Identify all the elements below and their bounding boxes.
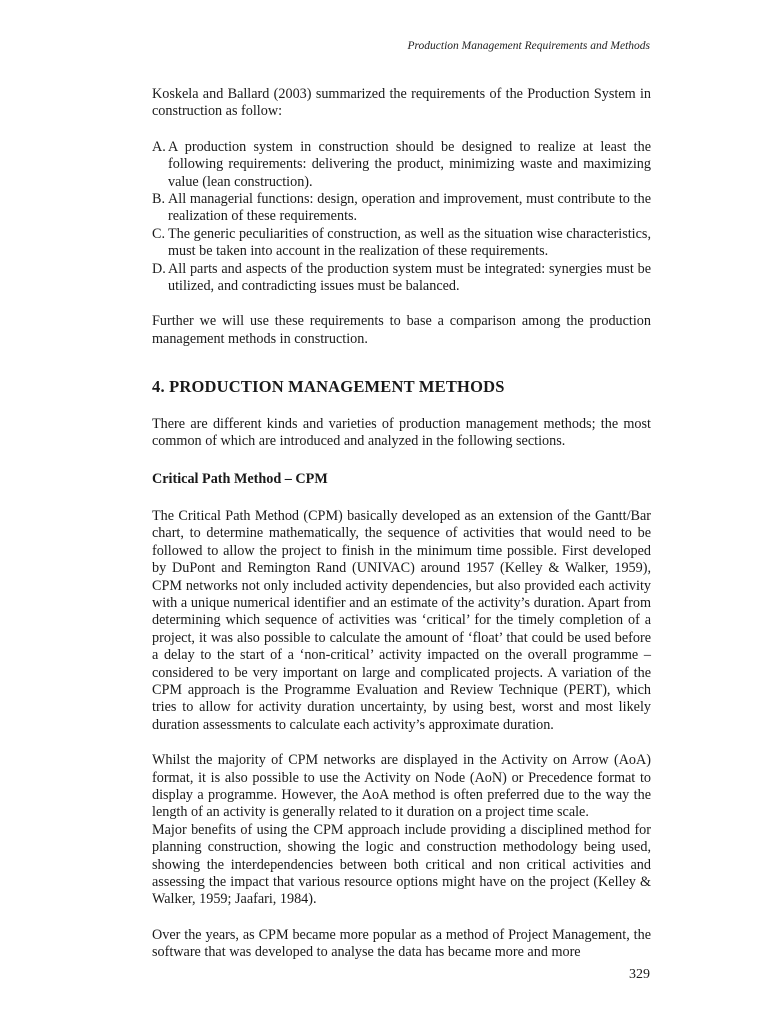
cpm-paragraph-3: Major benefits of using the CPM approach include providing a disciplined method for planning construction, showing the logic and construction methodology being used, showing the interdependencies between both critical and non critical activities and assessing the impact that various resource options might have on the project (Kelley & Walker, 1959; Jaafari, 1984). [152, 821, 651, 908]
running-header: Production Management Requirements and Methods [407, 40, 650, 52]
requirement-text: All parts and aspects of the production system must be integrated: synergies must be utilized, and contradicting issues must be balanced. [168, 260, 651, 295]
requirement-text: The generic peculiarities of construction, as well as the situation wise characteristics, must be taken into account in the realization of these requirements. [168, 225, 651, 260]
cpm-heading: Critical Path Method – CPM [152, 470, 328, 487]
requirement-marker: C. [152, 225, 166, 242]
intro-paragraph: Koskela and Ballard (2003) summarized the requirements of the Production System in construction as follow: [152, 86, 651, 120]
requirement-item-b [152, 191, 651, 226]
requirement-marker: A. [152, 138, 166, 155]
requirement-item-d [152, 261, 651, 296]
requirement-marker: B. [152, 191, 166, 208]
section-intro-paragraph: There are different kinds and varieties of production management methods; the most common of which are introduced and analyzed in the following sections. [152, 415, 651, 450]
requirement-item-a [152, 139, 651, 191]
requirement-marker: D. [152, 260, 166, 277]
requirement-text: A production system in construction should be designed to realize at least the following requirements: delivering the product, minimizing waste and maximizing value (lean construction). [168, 138, 651, 190]
requirements-list [152, 139, 651, 296]
section-heading: 4. PRODUCTION MANAGEMENT METHODS [152, 377, 505, 397]
cpm-paragraph-1: The Critical Path Method (CPM) basically developed as an extension of the Gantt/Bar chart, to determine mathematically, the sequence of activities that would need to be followed to allow the project to finish in the minimum time possible. First developed by DuPont and Remington Rand (UNIVAC) around 1957 (Kelley & Walker, 1959), CPM networks not only included activity dependencies, but also provided each activity with a unique numerical identifier and an estimate of the activity’s duration. Apart from determining which sequence of activities was ‘critical’ for the timely completion of a project, it was also possible to calculate the amount of ‘float’ that could be used before a delay to the start of a ‘non-critical’ activity impacted on the overall programme – considered to be very important on large and complicated projects. A variation of the CPM approach is the Programme Evaluation and Review Technique (PERT), which tries to allow for activity duration uncertainty, by using best, worst and most likely duration assessments to calculate each activity’s approximate duration. [152, 507, 651, 733]
further-paragraph: Further we will use these requirements to base a comparison among the production management methods in construction. [152, 313, 651, 347]
requirement-item-c [152, 226, 651, 261]
page-number: 329 [629, 967, 650, 982]
cpm-paragraph-2: Whilst the majority of CPM networks are displayed in the Activity on Arrow (AoA) format, it is also possible to use the Activity on Node (AoN) or Precedence format to display a programme. However, the AoA method is often preferred due to the way the length of an activity is generally related to it duration on a project time scale. [152, 752, 651, 821]
cpm-paragraph-4: Over the years, as CPM became more popular as a method of Project Management, the software that was developed to analyse the data has became more and more [152, 926, 651, 961]
requirement-text: All managerial functions: design, operation and improvement, must contribute to the realization of these requirements. [168, 191, 651, 225]
page-content [152, 86, 651, 962]
